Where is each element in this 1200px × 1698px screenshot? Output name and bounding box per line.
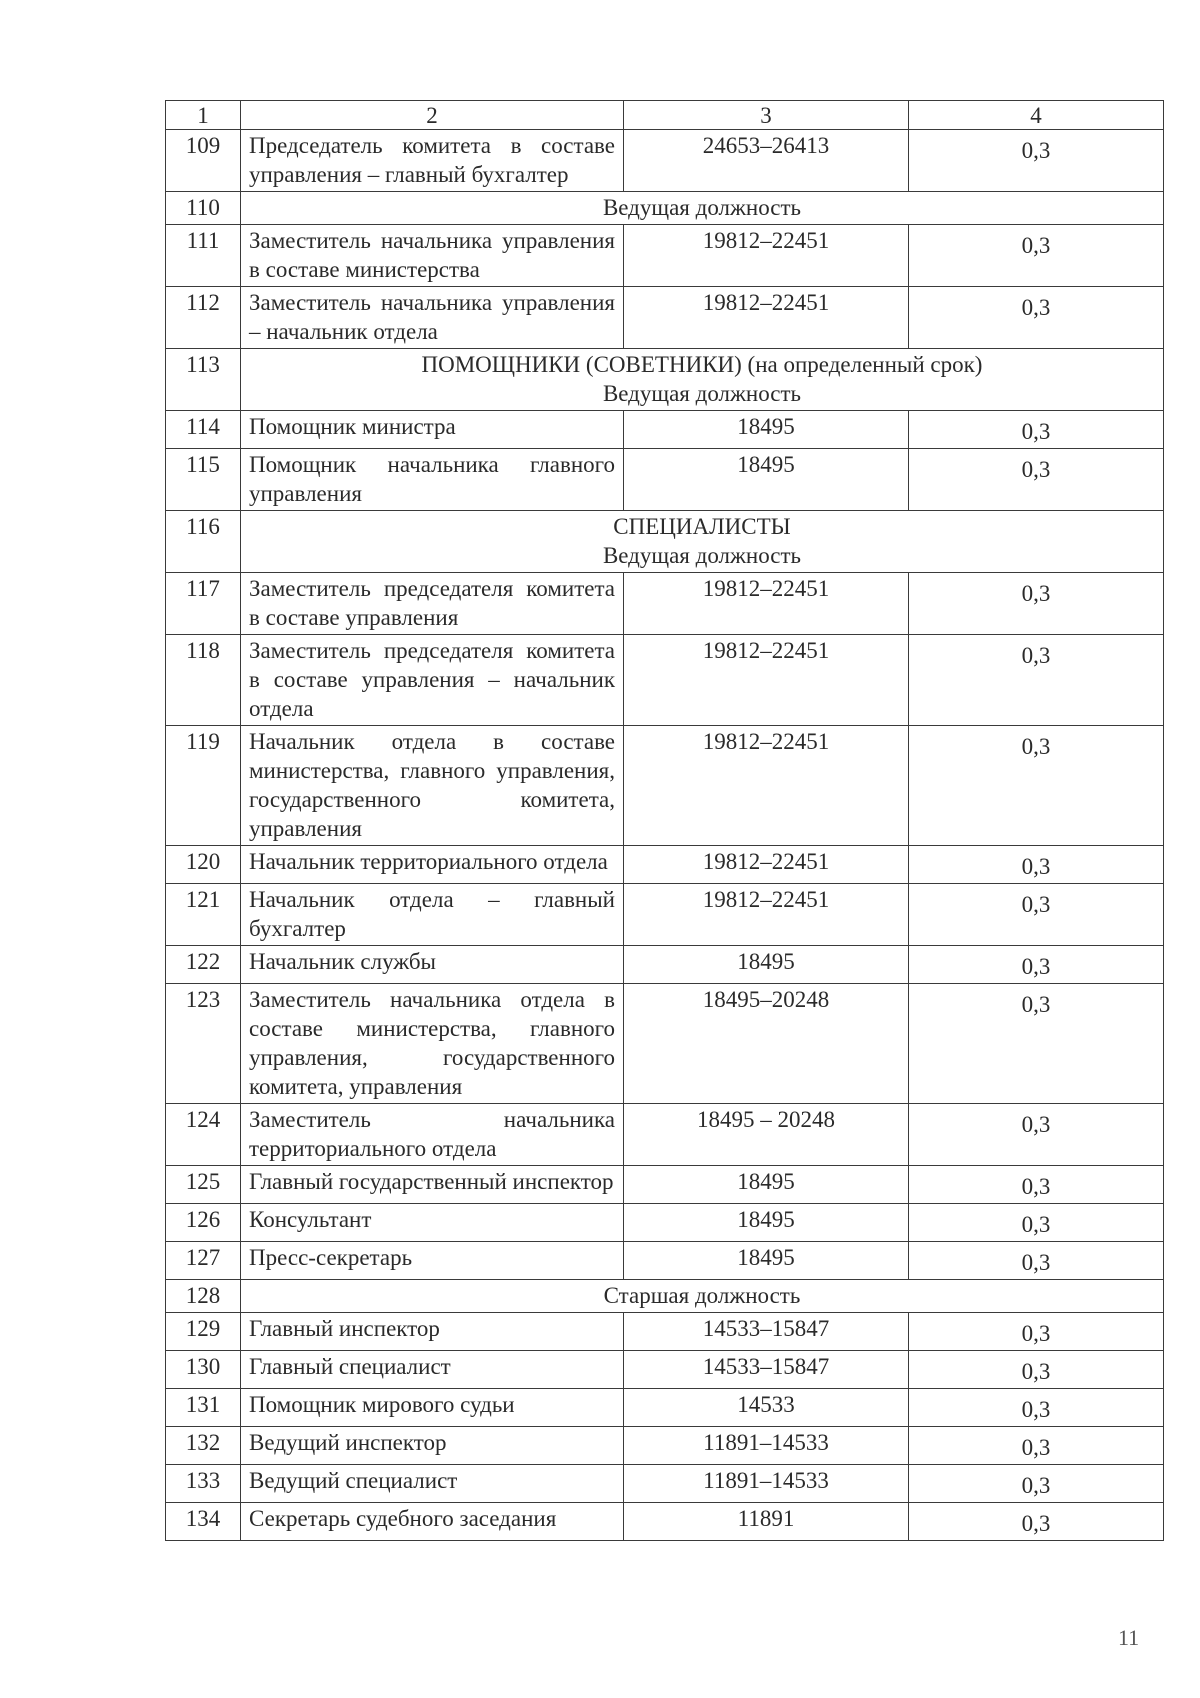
coefficient: 0,3 bbox=[909, 130, 1164, 192]
salary-range: 19812–22451 bbox=[624, 726, 909, 846]
salary-range: 11891 bbox=[624, 1503, 909, 1541]
position-title: Начальник отдела – главный бухгалтер bbox=[241, 884, 624, 946]
page-number: 11 bbox=[1118, 1625, 1140, 1650]
row-number: 128 bbox=[166, 1280, 241, 1313]
row-number: 122 bbox=[166, 946, 241, 984]
position-title: Главный инспектор bbox=[241, 1313, 624, 1351]
coefficient: 0,3 bbox=[909, 573, 1164, 635]
row-number: 123 bbox=[166, 984, 241, 1104]
coefficient: 0,3 bbox=[909, 1204, 1164, 1242]
section-header-line: Ведущая должность bbox=[602, 543, 802, 568]
salary-range: 19812–22451 bbox=[624, 225, 909, 287]
position-title: Главный государственный инспектор bbox=[241, 1166, 624, 1204]
coefficient: 0,3 bbox=[909, 984, 1164, 1104]
salary-range: 19812–22451 bbox=[624, 846, 909, 884]
position-title: Консультант bbox=[241, 1204, 624, 1242]
row-number: 109 bbox=[166, 130, 241, 192]
column-header-4: 4 bbox=[909, 101, 1164, 130]
table-row bbox=[166, 726, 1164, 846]
row-number: 116 bbox=[166, 511, 241, 573]
column-header-3: 3 bbox=[624, 101, 909, 130]
row-number: 121 bbox=[166, 884, 241, 946]
salary-range: 19812–22451 bbox=[624, 884, 909, 946]
section-header-row bbox=[166, 1280, 1164, 1313]
table-row bbox=[166, 1389, 1164, 1427]
coefficient: 0,3 bbox=[909, 411, 1164, 449]
salary-range: 19812–22451 bbox=[624, 635, 909, 726]
row-number: 117 bbox=[166, 573, 241, 635]
table-row bbox=[166, 1351, 1164, 1389]
position-title: Заместитель начальника управления в составе министерства bbox=[241, 225, 624, 287]
coefficient: 0,3 bbox=[909, 726, 1164, 846]
table-row bbox=[166, 1427, 1164, 1465]
coefficient: 0,3 bbox=[909, 1351, 1164, 1389]
coefficient: 0,3 bbox=[909, 1389, 1164, 1427]
table-row bbox=[166, 1503, 1164, 1541]
table-row bbox=[166, 1465, 1164, 1503]
coefficient: 0,3 bbox=[909, 1166, 1164, 1204]
table-row bbox=[166, 1313, 1164, 1351]
salary-range: 18495–20248 bbox=[624, 984, 909, 1104]
section-header-row bbox=[166, 349, 1164, 411]
row-number: 130 bbox=[166, 1351, 241, 1389]
salary-range: 11891–14533 bbox=[624, 1427, 909, 1465]
position-title: Помощник начальника главного управления bbox=[241, 449, 624, 511]
table-row bbox=[166, 225, 1164, 287]
salary-range: 11891–14533 bbox=[624, 1465, 909, 1503]
coefficient: 0,3 bbox=[909, 635, 1164, 726]
row-number: 118 bbox=[166, 635, 241, 726]
position-title: Ведущий специалист bbox=[241, 1465, 624, 1503]
position-title: Секретарь судебного заседания bbox=[241, 1503, 624, 1541]
table-row bbox=[166, 411, 1164, 449]
salary-range: 18495 bbox=[624, 449, 909, 511]
salary-range: 18495 – 20248 bbox=[624, 1104, 909, 1166]
salary-range: 14533–15847 bbox=[624, 1351, 909, 1389]
row-number: 127 bbox=[166, 1242, 241, 1280]
coefficient: 0,3 bbox=[909, 1242, 1164, 1280]
table-row bbox=[166, 846, 1164, 884]
coefficient: 0,3 bbox=[909, 1313, 1164, 1351]
section-header-line: Старшая должность bbox=[603, 1283, 801, 1308]
row-number: 110 bbox=[166, 192, 241, 225]
position-title: Начальник территориального отдела bbox=[241, 846, 624, 884]
row-number: 119 bbox=[166, 726, 241, 846]
position-title: Заместитель начальника отдела в составе министерства, главного управления, государственного комитета, управления bbox=[241, 984, 624, 1104]
section-header bbox=[241, 1280, 1164, 1313]
table-body bbox=[166, 101, 1164, 1541]
table-row bbox=[166, 573, 1164, 635]
salary-range: 18495 bbox=[624, 1204, 909, 1242]
position-title: Пресс-секретарь bbox=[241, 1242, 624, 1280]
coefficient: 0,3 bbox=[909, 225, 1164, 287]
position-title: Начальник службы bbox=[241, 946, 624, 984]
position-title: Заместитель начальника территориального отдела bbox=[241, 1104, 624, 1166]
table-row bbox=[166, 1166, 1164, 1204]
section-header bbox=[241, 511, 1164, 573]
section-header-line: ПОМОЩНИКИ (СОВЕТНИКИ) (на определенный срок) bbox=[421, 352, 983, 377]
staff-salary-table bbox=[165, 100, 1164, 1541]
coefficient: 0,3 bbox=[909, 1503, 1164, 1541]
row-number: 111 bbox=[166, 225, 241, 287]
section-header-row bbox=[166, 192, 1164, 225]
row-number: 126 bbox=[166, 1204, 241, 1242]
position-title: Заместитель начальника управления – начальник отдела bbox=[241, 287, 624, 349]
salary-range: 19812–22451 bbox=[624, 573, 909, 635]
table-row bbox=[166, 946, 1164, 984]
section-header-row bbox=[166, 511, 1164, 573]
coefficient: 0,3 bbox=[909, 449, 1164, 511]
salary-range: 24653–26413 bbox=[624, 130, 909, 192]
section-header bbox=[241, 192, 1164, 225]
table-row bbox=[166, 884, 1164, 946]
coefficient: 0,3 bbox=[909, 884, 1164, 946]
position-title: Помощник мирового судьи bbox=[241, 1389, 624, 1427]
row-number: 120 bbox=[166, 846, 241, 884]
row-number: 132 bbox=[166, 1427, 241, 1465]
position-title: Ведущий инспектор bbox=[241, 1427, 624, 1465]
table-row bbox=[166, 1204, 1164, 1242]
section-header-line: Ведущая должность bbox=[602, 195, 802, 220]
salary-range: 18495 bbox=[624, 1242, 909, 1280]
row-number: 125 bbox=[166, 1166, 241, 1204]
coefficient: 0,3 bbox=[909, 1104, 1164, 1166]
position-title: Начальник отдела в составе министерства, главного управления, государственного комитета, управления bbox=[241, 726, 624, 846]
section-header bbox=[241, 349, 1164, 411]
salary-range: 19812–22451 bbox=[624, 287, 909, 349]
position-title: Председатель комитета в составе управления – главный бухгалтер bbox=[241, 130, 624, 192]
section-header-line: Ведущая должность bbox=[602, 381, 802, 406]
coefficient: 0,3 bbox=[909, 946, 1164, 984]
table-row bbox=[166, 1242, 1164, 1280]
table-row bbox=[166, 1104, 1164, 1166]
table-row bbox=[166, 984, 1164, 1104]
row-number: 129 bbox=[166, 1313, 241, 1351]
coefficient: 0,3 bbox=[909, 846, 1164, 884]
row-number: 115 bbox=[166, 449, 241, 511]
column-header-1: 1 bbox=[166, 101, 241, 130]
position-title: Заместитель председателя комитета в составе управления bbox=[241, 573, 624, 635]
coefficient: 0,3 bbox=[909, 1427, 1164, 1465]
row-number: 133 bbox=[166, 1465, 241, 1503]
salary-range: 14533 bbox=[624, 1389, 909, 1427]
salary-range: 18495 bbox=[624, 946, 909, 984]
section-header-line: СПЕЦИАЛИСТЫ bbox=[613, 514, 791, 539]
position-title: Главный специалист bbox=[241, 1351, 624, 1389]
salary-range: 18495 bbox=[624, 411, 909, 449]
row-number: 112 bbox=[166, 287, 241, 349]
row-number: 124 bbox=[166, 1104, 241, 1166]
table-row bbox=[166, 449, 1164, 511]
row-number: 113 bbox=[166, 349, 241, 411]
row-number: 114 bbox=[166, 411, 241, 449]
column-header-row bbox=[166, 101, 1164, 130]
position-title: Заместитель председателя комитета в составе управления – начальник отдела bbox=[241, 635, 624, 726]
row-number: 131 bbox=[166, 1389, 241, 1427]
table-row bbox=[166, 635, 1164, 726]
position-title: Помощник министра bbox=[241, 411, 624, 449]
table-row bbox=[166, 287, 1164, 349]
coefficient: 0,3 bbox=[909, 1465, 1164, 1503]
table-row bbox=[166, 130, 1164, 192]
row-number: 134 bbox=[166, 1503, 241, 1541]
column-header-2: 2 bbox=[241, 101, 624, 130]
salary-range: 18495 bbox=[624, 1166, 909, 1204]
coefficient: 0,3 bbox=[909, 287, 1164, 349]
salary-range: 14533–15847 bbox=[624, 1313, 909, 1351]
